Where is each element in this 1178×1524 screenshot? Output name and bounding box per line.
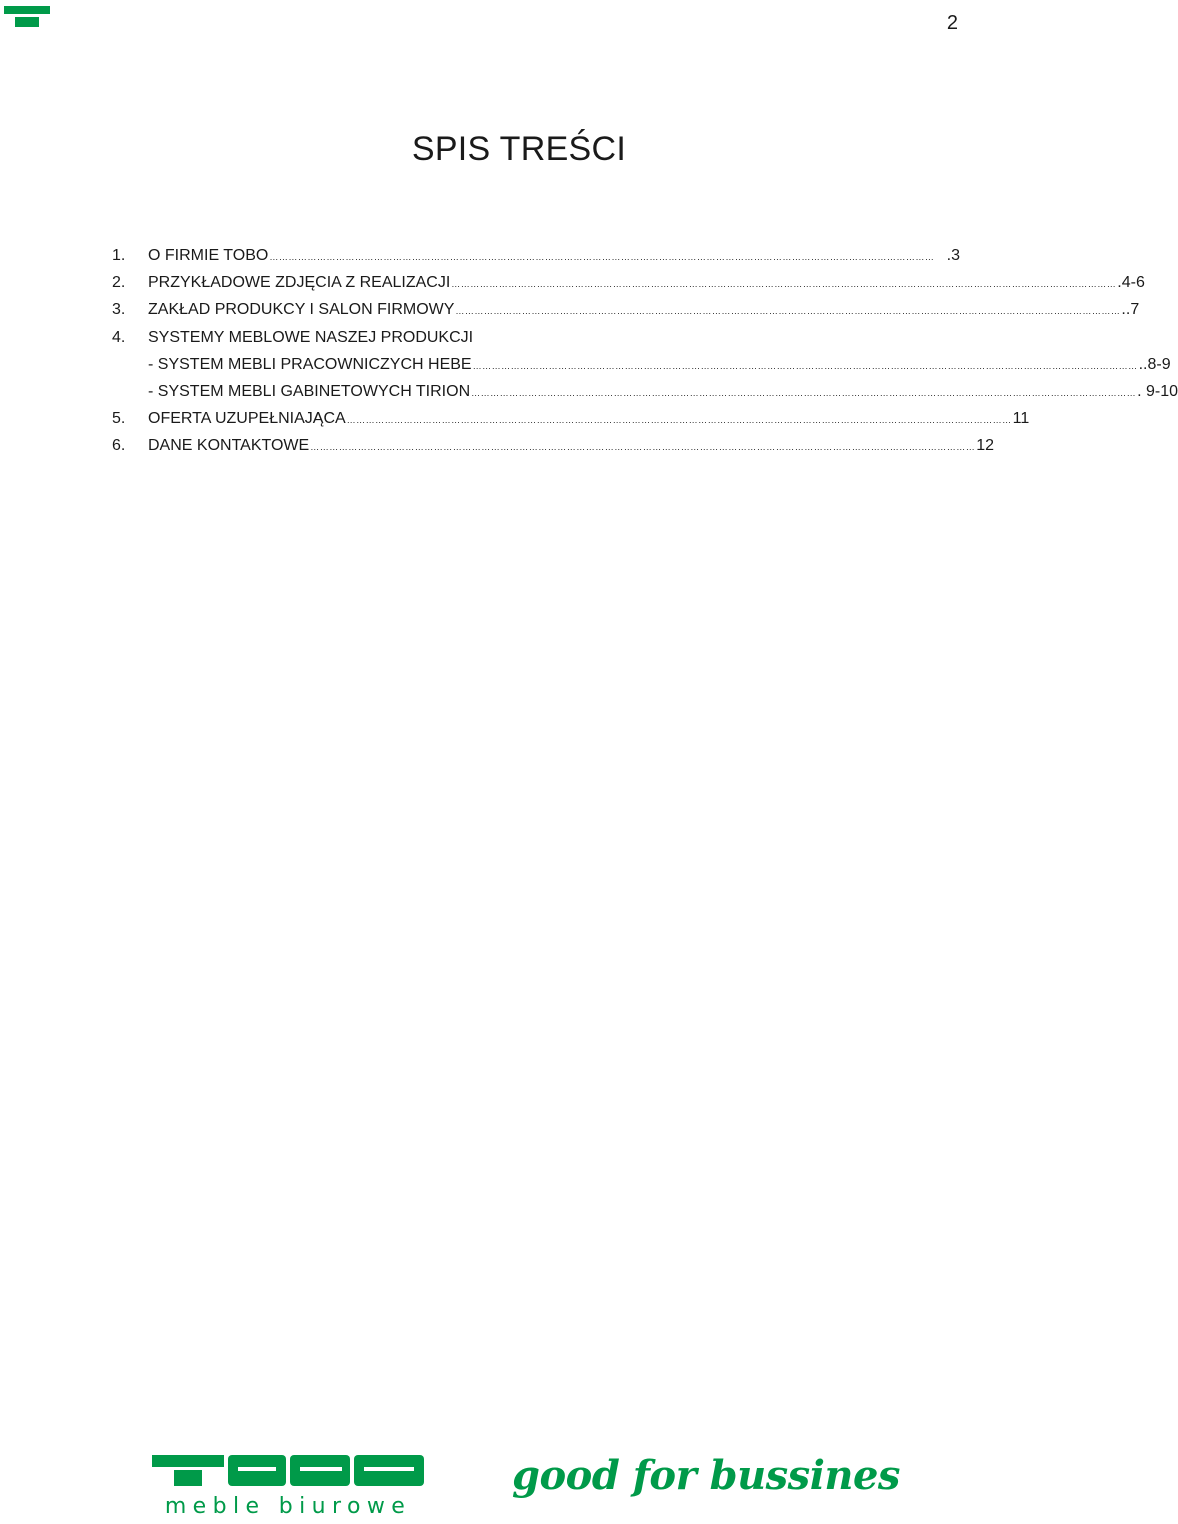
toc-entry-title: O FIRMIE TOBO: [148, 247, 269, 264]
toc-entry[interactable]: [112, 274, 1145, 301]
toc-leader-dots: …………………………………………………………………………………………………………………………………………………………………………………………: [471, 387, 1137, 398]
toc-leader-dots: …………………………………………………………………………………………………………………………………………………………………………………………: [472, 360, 1138, 371]
toc-leader-dots: …………………………………………………………………………………………………………………………………………………………………………………………: [451, 279, 1117, 290]
toc-entry-title: - SYSTEM MEBLI GABINETOWYCH TIRION: [148, 382, 471, 400]
toc-entry-page: .3: [946, 247, 960, 264]
toc-entry-page: 11: [1012, 410, 1030, 428]
toc-entry[interactable]: [112, 301, 1140, 328]
toc-entry-page: ..8-9: [1138, 355, 1171, 373]
corner-logo-icon: [4, 6, 50, 30]
toc-entry-number: 4.: [112, 328, 126, 346]
toc-entry-page: .4-6: [1117, 274, 1145, 292]
slogan: good for bussines: [512, 1452, 900, 1499]
tobo-logo-icon: [150, 1452, 426, 1492]
toc-entry-page: 12: [976, 437, 994, 455]
toc-entry-title: - SYSTEM MEBLI PRACOWNICZYCH HEBE: [148, 355, 472, 373]
toc-entry-title: PRZYKŁADOWE ZDJĘCIA Z REALIZACJI: [148, 274, 451, 292]
logo-subtitle: meble biurowe: [164, 1494, 412, 1519]
toc-leader-dots: …………………………………………………………………………………………………………………………………………………………………………………………: [310, 442, 976, 453]
page-title: SPIS TREŚCI: [411, 130, 627, 168]
toc-entry-number: 1.: [112, 247, 126, 264]
toc-entry-page: . 9-10: [1137, 382, 1178, 400]
toc-entry-title: DANE KONTAKTOWE: [148, 437, 310, 455]
toc-subentry[interactable]: [112, 382, 1178, 410]
toc-entry-number: 5.: [112, 410, 126, 428]
toc-entry-title: OFERTA UZUPEŁNIAJĄCA: [148, 410, 346, 428]
toc-entry[interactable]: [112, 410, 1030, 437]
page-number: 2: [946, 12, 958, 34]
toc-entry-title: ZAKŁAD PRODUKCY I SALON FIRMOWY: [148, 301, 455, 319]
toc-entry-number: 2.: [112, 274, 126, 292]
toc-entry[interactable]: [112, 437, 994, 464]
toc-entry-number: 6.: [112, 437, 126, 455]
toc-leader-dots: …………………………………………………………………………………………………………………………………………………………………………………………: [269, 252, 935, 262]
toc-subentry[interactable]: [112, 355, 1171, 383]
toc-leader-dots: …………………………………………………………………………………………………………………………………………………………………………………………: [346, 415, 1012, 426]
toc-leader-dots: …………………………………………………………………………………………………………………………………………………………………………………………: [455, 306, 1121, 317]
table-of-contents: [112, 247, 1178, 465]
toc-entry-number: 3.: [112, 301, 126, 319]
toc-entry[interactable]: [112, 247, 960, 274]
toc-entry[interactable]: [112, 329, 960, 356]
toc-entry-title: SYSTEMY MEBLOWE NASZEJ PRODUKCJI: [148, 328, 474, 346]
toc-entry-page: ..7: [1121, 301, 1140, 319]
